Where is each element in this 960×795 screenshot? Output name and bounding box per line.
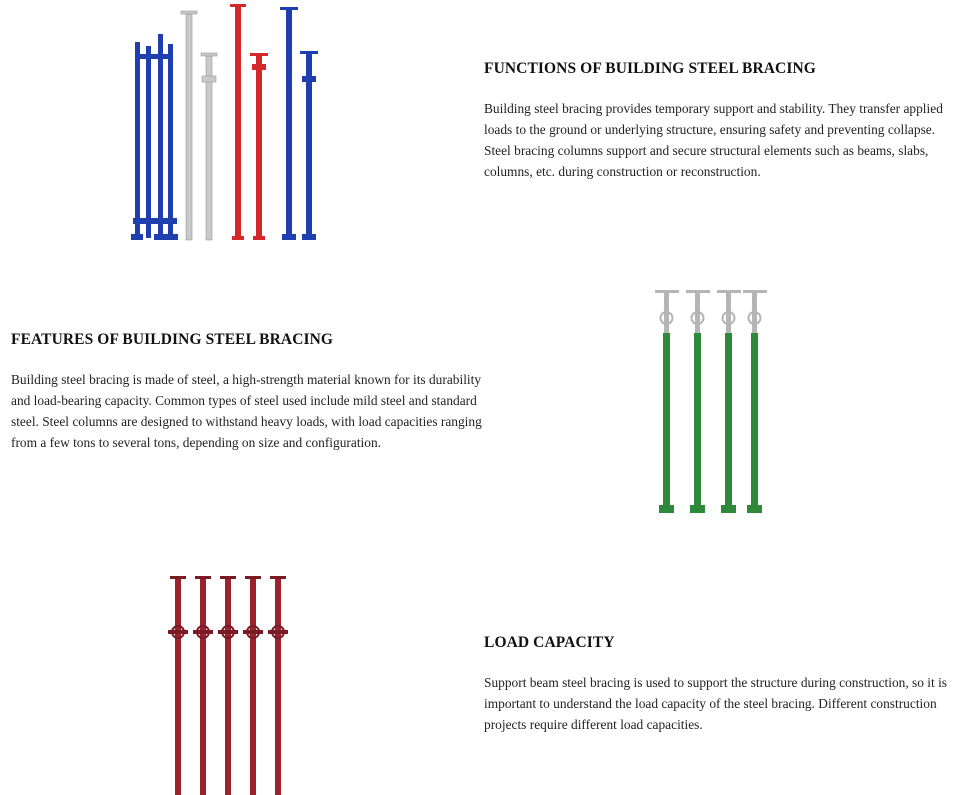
- features-text: Building steel bracing is made of steel, a high-strength material known for its durability and load-bearing capacity. Common types of steel used include mild steel and standard steel. Steel columns are designed to withstand heavy loads, with load capacities ranging from a few tons to several tons, depending on size and configuration.: [11, 372, 482, 450]
- features-heading: FEATURES OF BUILDING STEEL BRACING: [11, 331, 334, 348]
- functions-text: Building steel bracing provides temporary support and stability. They transfer applied loads to the ground or underlying structure, ensuring safety and preventing collapse. Steel bracing columns support and secure structural elements such as beams, slabs, columns, etc. during construction or reconstruction.: [484, 101, 943, 179]
- functions-section: [484, 60, 954, 182]
- features-section: [11, 331, 489, 453]
- red-steel-props-image: [162, 574, 292, 795]
- load-capacity-section: [484, 634, 956, 735]
- green-steel-props-image: [650, 288, 768, 518]
- functions-heading: FUNCTIONS OF BUILDING STEEL BRACING: [484, 60, 816, 77]
- load-capacity-heading: LOAD CAPACITY: [484, 634, 615, 651]
- load-capacity-text: Support beam steel bracing is used to support the structure during construction, so it is important to understand the load capacity of the steel bracing. Different construction projects require different load capacities.: [484, 675, 948, 732]
- multicolor-steel-props-image: [128, 4, 330, 242]
